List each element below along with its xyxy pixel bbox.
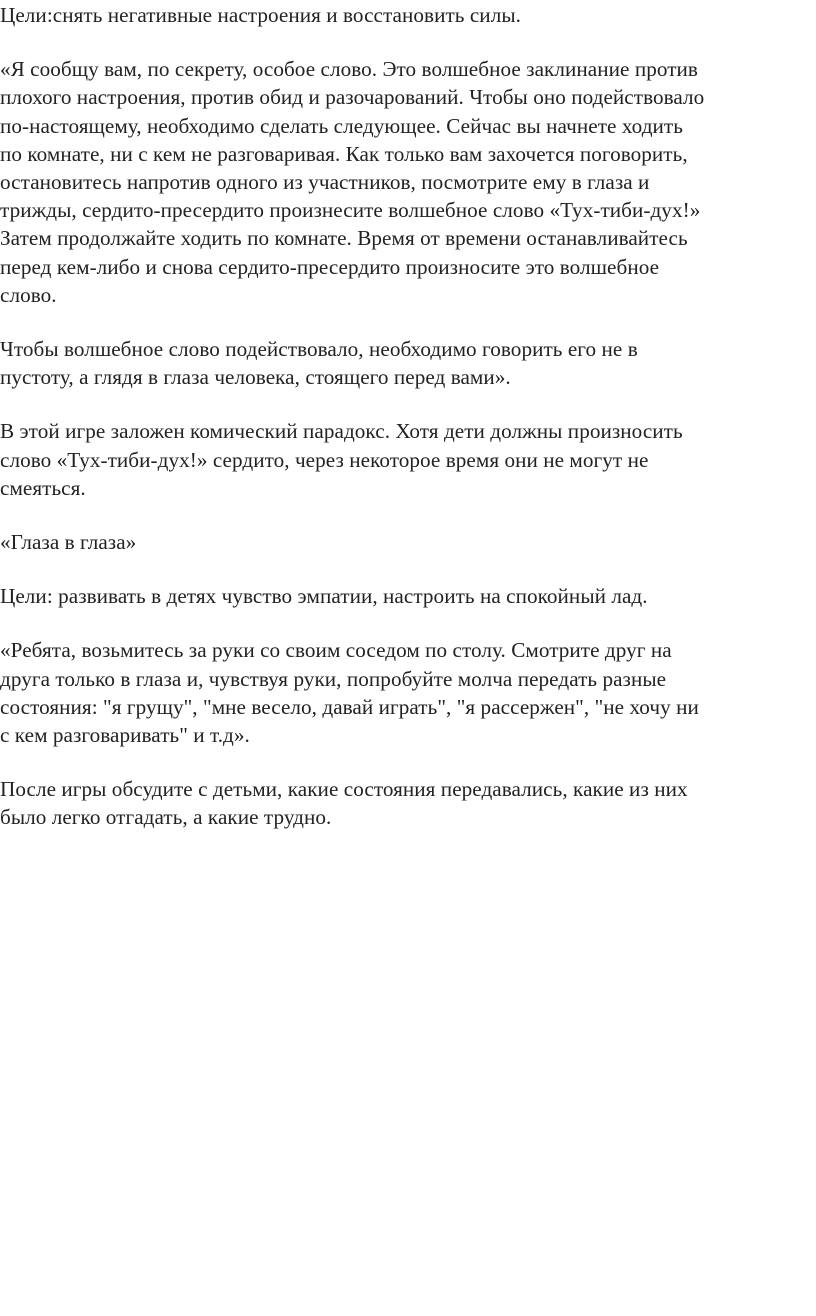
text-line: перед кем-либо и снова сердито-пресердито произносите это волшебное	[0, 254, 660, 279]
paragraph-game-title-2	[0, 528, 812, 556]
text-line: Затем продолжайте ходить по комнате. Время от времени останавливайтесь	[0, 226, 688, 251]
text-line: по-настоящему, необходимо сделать следующее. Сейчас вы начнете ходить	[0, 113, 683, 138]
text-line: состояния: "я грущу", "мне весело, давай играть", "я рассержен", "не хочу ни	[0, 694, 699, 719]
paragraph-instruction-2	[0, 335, 812, 391]
text-line: Чтобы волшебное слово подействовало, необходимо говорить его не в	[0, 337, 638, 362]
text-line: слово «Тух-тиби-дух!» сердито, через некоторое время они не могут не	[0, 447, 649, 472]
text-line: пустоту, а глядя в глаза человека, стоящего перед вами».	[0, 365, 511, 390]
text-line: друга только в глаза и, чувствуя руки, попробуйте молча передать разные	[0, 666, 667, 691]
text-line: по комнате, ни с кем не разговаривая. Как только вам захочется поговорить,	[0, 141, 688, 166]
paragraph-instruction-3	[0, 636, 812, 749]
text-line: плохого настроения, против обид и разочарований. Чтобы оно подействовало	[0, 85, 705, 110]
text-line: было легко отгадать, а какие трудно.	[0, 805, 332, 830]
text-line: В этой игре заложен комический парадокс. Хотя дети должны произносить	[0, 419, 683, 444]
text-line: смеяться.	[0, 475, 86, 500]
paragraph-discussion	[0, 775, 812, 831]
paragraph-goals-1	[0, 1, 812, 29]
paragraph-goals-2	[0, 582, 812, 610]
text-line: Цели:снять негативные настроения и восстановить силы.	[0, 3, 521, 27]
document-body	[0, 1, 812, 832]
text-line: «Ребята, возьмитесь за руки со своим соседом по столу. Смотрите друг на	[0, 638, 672, 663]
paragraph-note-paradox	[0, 417, 812, 502]
text-line: трижды, сердито-пресердито произнесите волшебное слово «Тух-тиби-дух!»	[0, 198, 701, 223]
text-line: Цели: развивать в детях чувство эмпатии, настроить на спокойный лад.	[0, 584, 648, 609]
text-line: слово.	[0, 282, 57, 307]
text-line: «Я сообщу вам, по секрету, особое слово. Это волшебное заклинание против	[0, 57, 698, 82]
text-line: остановитесь напротив одного из участников, посмотрите ему в глаза и	[0, 170, 650, 195]
text-line: После игры обсудите с детьми, какие состояния передавались, какие из них	[0, 777, 688, 802]
paragraph-instruction-1	[0, 55, 812, 309]
text-line: «Глаза в глаза»	[0, 530, 137, 555]
text-line: с кем разговаривать" и т.д».	[0, 723, 250, 748]
